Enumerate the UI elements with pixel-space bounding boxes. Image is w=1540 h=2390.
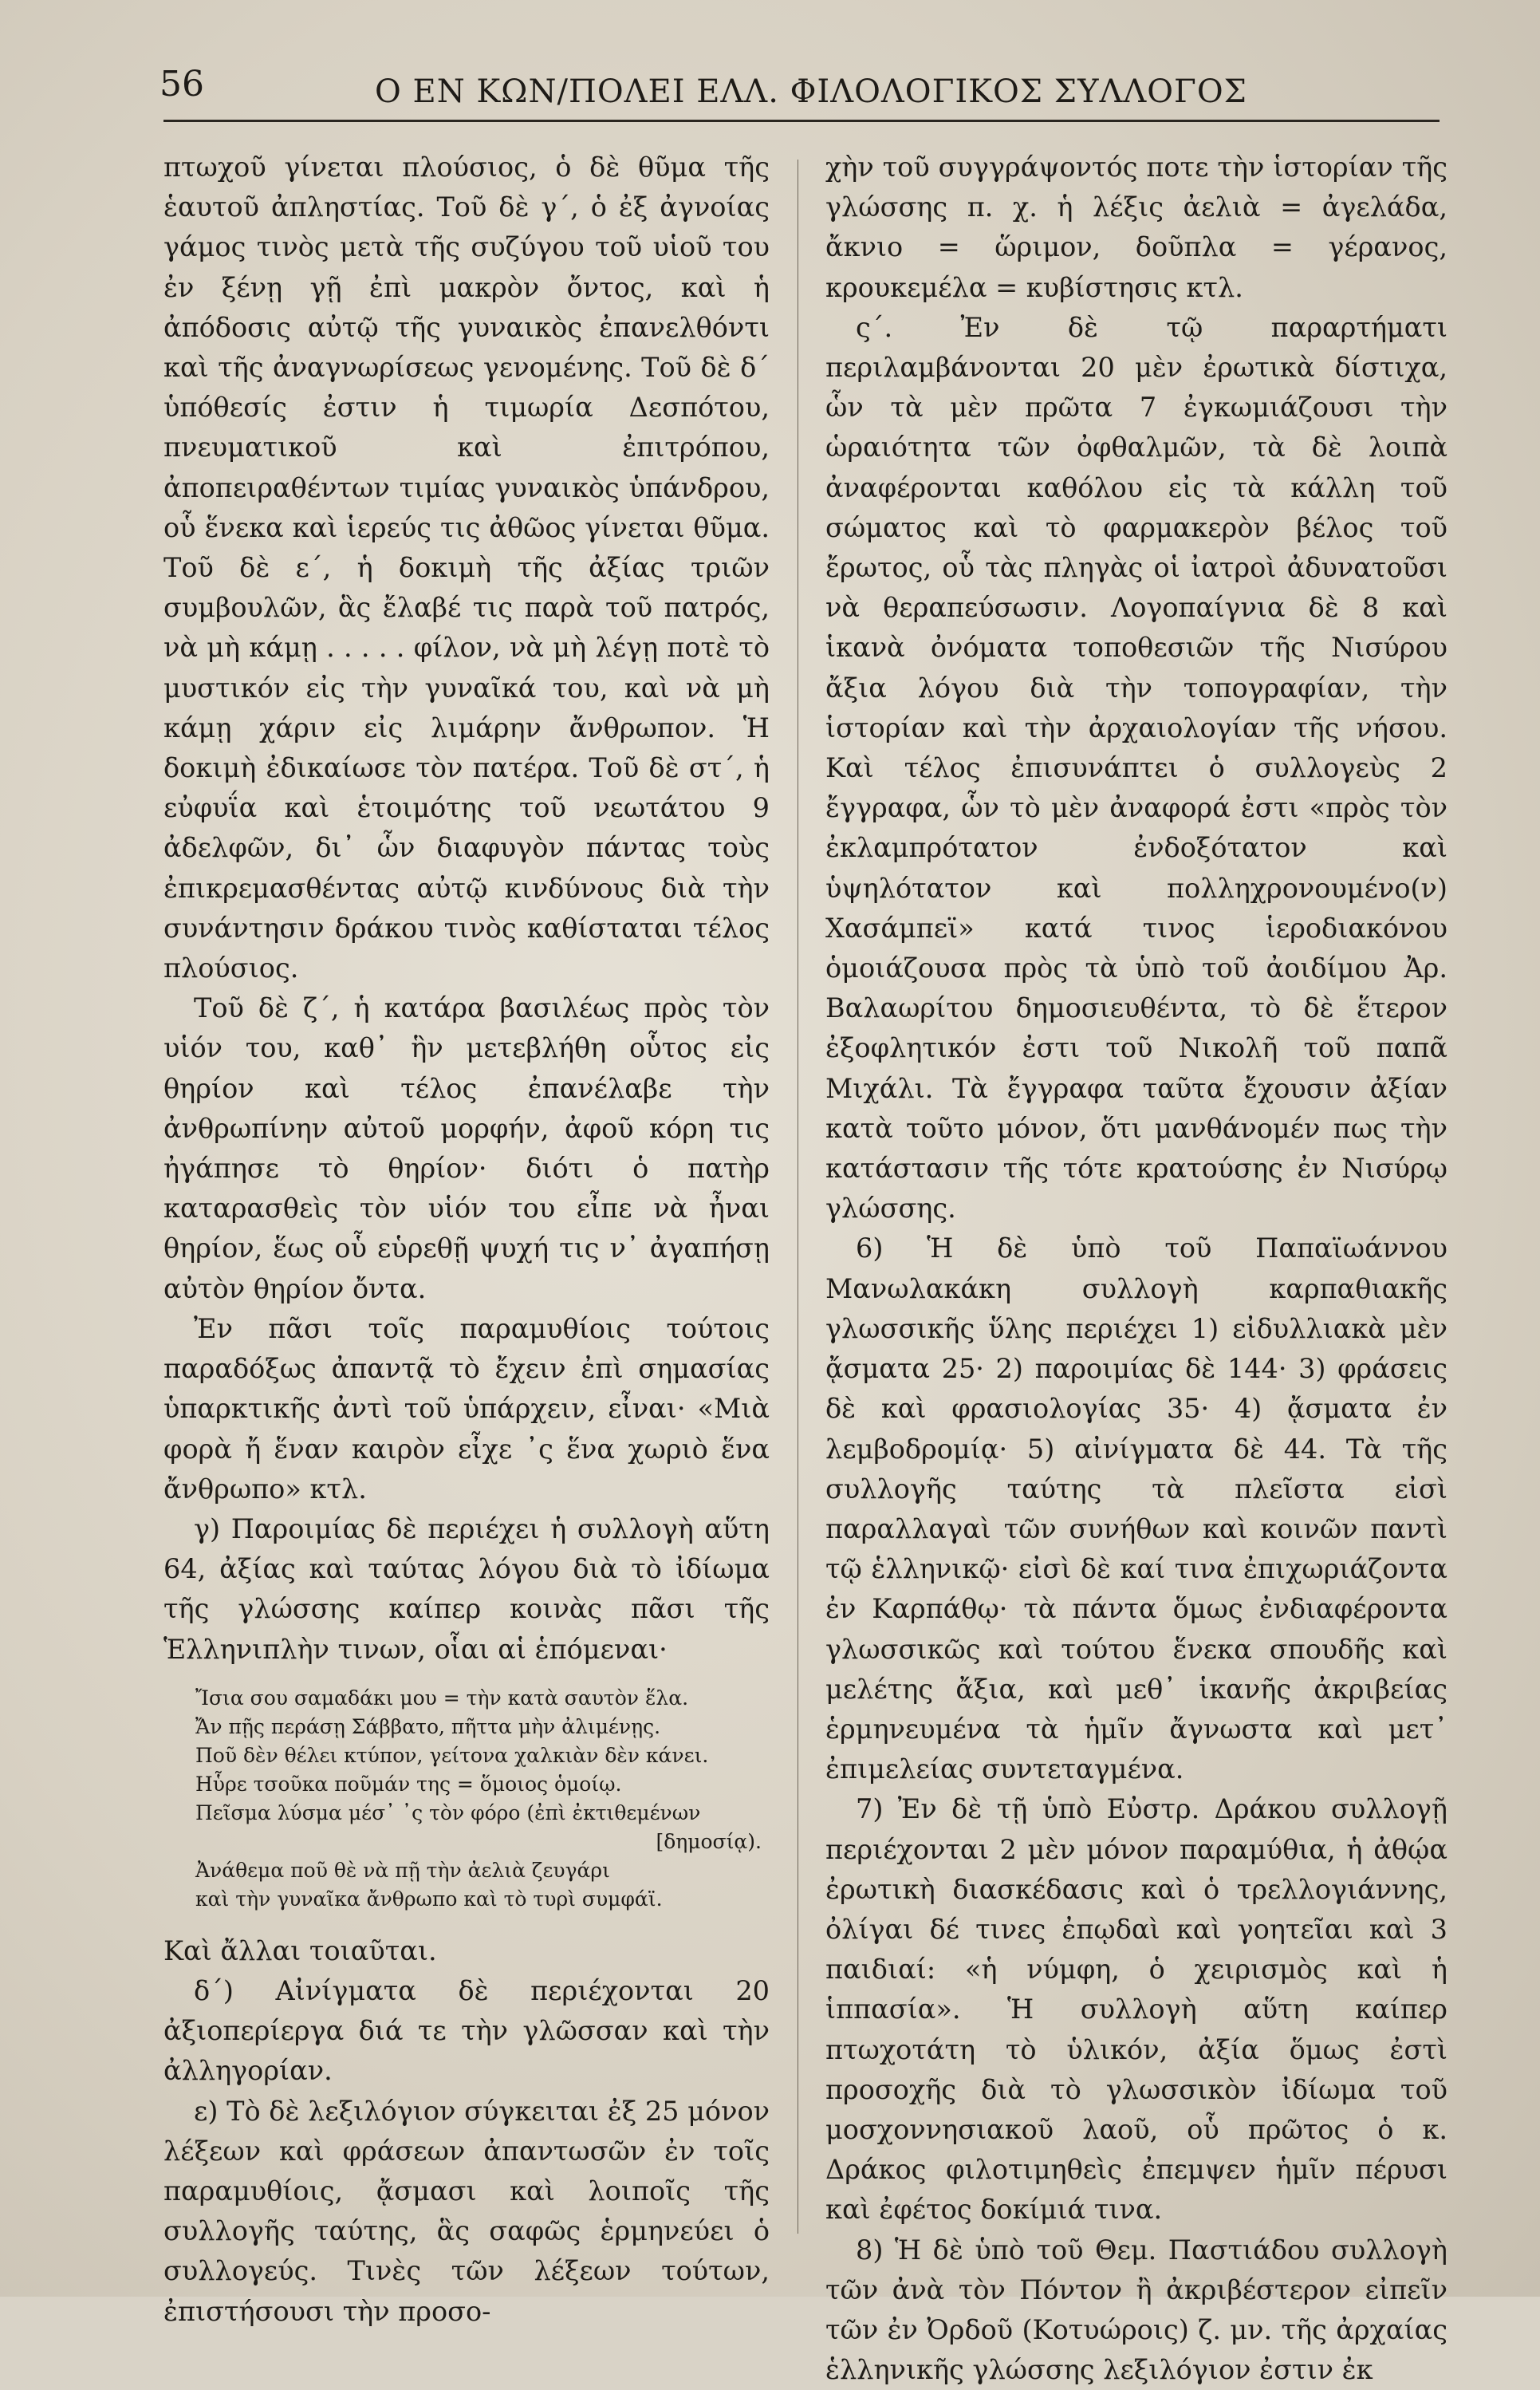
paragraph: ε) Τὸ δὲ λεξιλόγιον σύγκειται ἐξ 25 μόνον λέξεων καὶ φράσεων ἀπαντωσῶν ἐν τοῖς παραμυθίοις, ᾄσμασι καὶ λοιποῖς τῆς συλλογῆς ταύτης, ἃς σαφῶς ἑρμηνεύει ὁ συλλογεύς. Τινὲς τῶν λέξεων τούτων, ἐπιστήσουσι τὴν προσο-: [163, 2095, 770, 2327]
running-title: Ο ΕΝ ΚΩΝ/ΠΟΛΕΙ ΕΛΛ. ΦΙΛΟΛΟΓΙΚΟΣ ΣΥΛΛΟΓΟΣ: [375, 73, 1247, 110]
right-column: [825, 148, 1447, 2386]
left-column: [163, 148, 770, 2327]
proverb-line: Ἴσια σου σαμαδάκι μου = τὴν κατὰ σαυτὸν ἕλα.: [195, 1686, 689, 1710]
page-header: [160, 56, 1404, 128]
paragraph: 8) Ἡ δὲ ὑπὸ τοῦ Θεμ. Παστιάδου συλλογὴ τῶν ἀνὰ τὸν Πόντον ἢ ἀκριβέστερον εἰπεῖν τῶν ἐν Ὀρδοῦ (Κοτυώροις) ζ. μν. τῆς ἀρχαίας ἑλληνικῆς γλώσσης λεξιλόγιον ἐστιν ἐκ: [825, 2234, 1447, 2386]
paragraph: 6) Ἡ δὲ ὑπὸ τοῦ Παπαϊωάννου Μανωλακάκη συλλογὴ καρπαθιακῆς γλωσσικῆς ὕλης περιέχει 1) εἰδυλλιακὰ μὲν ᾄσματα 25· 2) παροιμίας δὲ 144· 3) φράσεις δὲ καὶ φρασιολογίας 35· 4) ᾄσματα ἐν λεμβοδρομίᾳ· 5) αἰνίγματα δὲ 44. Τὰ τῆς συλλογῆς ταύτης τὰ πλεῖστα εἰσὶ παραλλαγαὶ τῶν συνήθων καὶ κοινῶν παντὶ τῷ ἑλληνικῷ· εἰσὶ δὲ καί τινα ἐπιχωριάζοντα ἐν Καρπάθῳ· τὰ πάντα ὅμως ἐνδιαφέροντα γλωσσικῶς καὶ τούτου ἕνεκα σπουδῆς καὶ μελέτης ἄξια, καὶ μεθ᾽ ἱκανῆς ἀκριβείας ἑρμηνευμένα τὰ ἡμῖν ἄγνωστα καὶ μετ᾽ ἐπιμελείας συντεταγμένα.: [825, 1232, 1447, 1785]
paragraph: δ΄) Αἰνίγματα δὲ περιέχονται 20 ἀξιοπερίεργα διά τε τὴν γλῶσσαν καὶ τὴν ἀλληγορίαν.: [163, 1974, 770, 2087]
proverb-line-continuation: [δημοσίᾳ).: [656, 1829, 762, 1853]
paragraph: ς΄. Ἐν δὲ τῷ παραρτήματι περιλαμβάνονται 20 μὲν ἐρωτικὰ δίστιχα, ὧν τὰ μὲν πρῶτα 7 ἐγκωμιάζουσι τὴν ὡραιότητα τῶν ὀφθαλμῶν, τὰ δὲ λοιπὰ ἀναφέρονται καθόλου εἰς τὰ κάλλη τοῦ σώματος καὶ τὸ φαρμακερὸν βέλος τοῦ ἔρωτος, οὗ τὰς πληγὰς οἱ ἰατροὶ ἀδυνατοῦσι νὰ θεραπεύσωσιν. Λογοπαίγνια δὲ 8 καὶ ἱκανὰ ὀνόματα τοποθεσιῶν τῆς Νισύρου ἄξια λόγου διὰ τὴν τοπογραφίαν, τὴν ἱστορίαν καὶ τὴν ἀρχαιολογίαν τῆς νήσου. Καὶ τέλος ἐπισυνάπτει ὁ συλλογεὺς 2 ἔγγραφα, ὧν τὸ μὲν ἀναφορά ἐστι «πρὸς τὸν ἐκλαμπρότατον ἐνδοξότατον καὶ ὑψηλότατον καὶ πολληχρονουμένο(ν) Χασάμπεϊ» κατά τινος ἱεροδιακόνου ὁμοιάζουσα πρὸς τὰ ὑπὸ τοῦ ἀοιδίμου Ἀρ. Βαλαωρίτου δημοσιευθέντα, τὸ δὲ ἕτερον ἐξοφλητικόν ἐστι τοῦ Νικολῆ τοῦ παπᾶ Μιχάλι. Τὰ ἔγγραφα ταῦτα ἔχουσιν ἀξίαν κατὰ τοῦτο μόνον, ὅτι μανθάνομέν πως τὴν κατάστασιν τῆς τότε κρατούσης ἐν Νισύρῳ γλώσσης.: [825, 311, 1447, 1225]
header-rule: [163, 120, 1440, 122]
proverb-line: Ἀνάθεμα ποῦ θὲ νὰ πῇ τὴν ἀελιὰ ζευγάρι: [195, 1858, 610, 1882]
paragraph: χὴν τοῦ συγγράψοντός ποτε τὴν ἱστορίαν τῆς γλώσσης π. χ. ἡ λέξις ἀελιὰ = ἀγελάδα, ἄκνιο = ὥριμον, δοῦπλα = γέρανος, κρουκεμέλα = κυβίστησις κτλ.: [825, 152, 1447, 303]
proverb-line: Ποῦ δὲν θέλει κτύπον, γείτονα χαλκιὰν δὲν κάνει.: [195, 1743, 709, 1767]
proverb-line: Πεῖσμα λύσμα μέσ᾽ ᾽ς τὸν φόρο (ἐπὶ ἐκτιθεμένων: [195, 1800, 701, 1824]
paragraph: Καὶ ἄλλαι τοιαῦται.: [163, 1934, 437, 1966]
proverb-line: Ηὗρε τσοῦκα ποῦμάν της = ὅμοιος ὁμοίῳ.: [195, 1772, 622, 1796]
proverb-list: [195, 1684, 770, 1914]
paragraph: 7) Ἐν δὲ τῇ ὑπὸ Εὐστρ. Δράκου συλλογῇ περιέχονται 2 μὲν μόνον παραμύθια, ἡ ἀθῴα ἐρωτικὴ διασκέδασις καὶ ὁ τρελλογιάννης, ὀλίγαι δέ τινες ἐπῳδαὶ καὶ γοητεῖαι καὶ 3 παιδιαί: «ἡ νύμφη, ὁ χειρισμὸς καὶ ἡ ἱππασία». Ἡ συλλογὴ αὕτη καίπερ πτωχοτάτη τὸ ὑλικόν, ἀξία ὅμως ἐστὶ προσοχῆς διὰ τὸ γλωσσικὸν ἰδίωμα τοῦ μοσχοννησιακοῦ λαοῦ, οὗ πρῶτος ὁ κ. Δράκος φιλοτιμηθεὶς ἐπεμψεν ἡμῖν πέρυσι καὶ ἐφέτος δοκίμιά τινα.: [825, 1793, 1447, 2226]
paragraph: γ) Παροιμίας δὲ περιέχει ἡ συλλογὴ αὕτη 64, ἀξίας καὶ ταύτας λόγου διὰ τὸ ἰδίωμα τῆς γλώσσης καίπερ κοινὰς πᾶσι τῆς Ἑλληνιπλὴν τινων, οἷαι αἱ ἑπόμεναι·: [163, 1512, 770, 1665]
proverb-line: καὶ τὴν γυναῖκα ἄνθρωπο καὶ τὸ τυρὶ συμφάϊ.: [195, 1887, 663, 1911]
paragraph: Τοῦ δὲ ζ΄, ἡ κατάρα βασιλέως πρὸς τὸν υἱόν του, καθ᾽ ἣν μετεβλήθη οὗτος εἰς θηρίον καὶ τέλος ἐπανέλαβε τὴν ἀνθρωπίνην αὐτοῦ μορφήν, ἀφοῦ κόρη τις ἠγάπησε τὸ θηρίον· διότι ὁ πατὴρ καταρασθεὶς τὸν υἱόν του εἶπε νὰ ἦναι θηρίον, ἕως οὗ εὑρεθῇ ψυχή τις ν᾽ ἀγαπήσῃ αὐτὸν θηρίον ὄντα.: [163, 992, 770, 1304]
proverb-line: Ἄν πῇς περάσῃ Σάββατο, πῆττα μὴν ἀλιμένῃς.: [195, 1714, 661, 1738]
page-number: 56: [160, 64, 204, 105]
paragraph: Ἐν πᾶσι τοῖς παραμυθίοις τούτοις παραδόξως ἀπαντᾷ τὸ ἔχειν ἐπὶ σημασίας ὑπαρκτικῆς ἀντὶ τοῦ ὑπάρχειν, εἶναι· «Μιὰ φορὰ ἤ ἕναν καιρὸν εἶχε ᾽ς ἕνα χωριὸ ἕνα ἄνθρωπο» κτλ.: [163, 1312, 770, 1505]
paragraph: πτωχοῦ γίνεται πλούσιος, ὁ δὲ θῦμα τῆς ἑαυτοῦ ἀπληστίας. Τοῦ δὲ γ΄, ὁ ἐξ ἀγνοίας γάμος τινὸς μετὰ τῆς συζύγου τοῦ υἱοῦ του ἐν ξένῃ γῇ ἐπὶ μακρὸν ὄντος, καὶ ἡ ἀπόδοσις αὐτῷ τῆς γυναικὸς ἐπανελθόντι καὶ τῆς ἀναγνωρίσεως γενομένης. Τοῦ δὲ δ΄ ὑπόθεσίς ἐστιν ἡ τιμωρία Δεσπότου, πνευματικοῦ καὶ ἐπιτρόπου, ἀποπειραθέντων τιμίας γυναικὸς ὑπάνδρου, οὗ ἕνεκα καὶ ἱερεύς τις ἀθῶος γίνεται θῦμα. Τοῦ δὲ ε΄, ἡ δοκιμὴ τῆς ἀξίας τριῶν συμβουλῶν, ἃς ἔλαβέ τις παρὰ τοῦ πατρός, νὰ μὴ κάμῃ . . . . . φίλον, νὰ μὴ λέγῃ ποτὲ τὸ μυστικόν εἰς τὴν γυναῖκά του, καὶ νὰ μὴ κάμῃ χάριν εἰς λιμάρην ἄνθρωπον. Ἡ δοκιμὴ ἐδικαίωσε τὸν πατέρα. Τοῦ δὲ στ΄, ἡ εὐφυΐα καὶ ἑτοιμότης τοῦ νεωτάτου 9 ἀδελφῶν, δι᾽ ὧν διαφυγὸν πάντας τοὺς ἐπικρεμασθέντας αὐτῷ κινδύνους διὰ τὴν συνάντησιν δράκου τινὸς καθίσταται τέλος πλούσιος.: [163, 152, 770, 984]
